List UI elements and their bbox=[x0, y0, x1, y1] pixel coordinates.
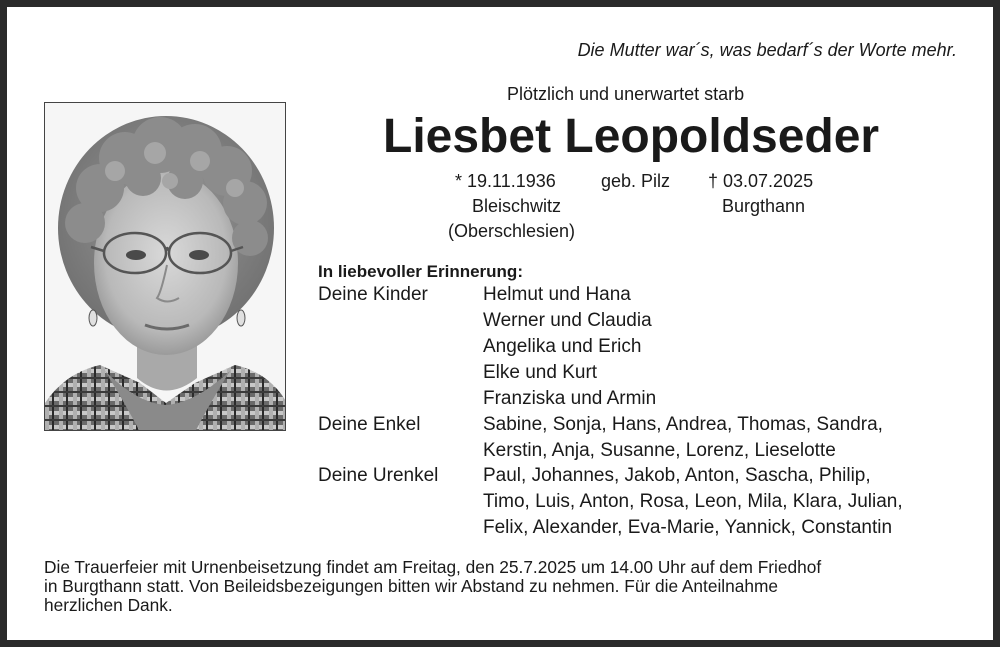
death-date: † 03.07.2025 bbox=[708, 171, 814, 191]
maiden-name: geb. Pilz bbox=[601, 171, 671, 191]
family-line: Franziska und Armin bbox=[483, 388, 657, 409]
portrait-photo bbox=[44, 102, 286, 431]
family-line: Timo, Luis, Anton, Rosa, Leon, Mila, Klara, Julian, bbox=[483, 491, 903, 512]
quote-text: Die Mutter war´s, was bedarf´s der Worte mehr. bbox=[577, 40, 957, 60]
portrait-image bbox=[45, 103, 286, 431]
family-label-children: Deine Kinder bbox=[318, 284, 428, 305]
funeral-notice bbox=[44, 558, 964, 615]
birth-region: (Oberschlesien) bbox=[448, 221, 576, 241]
family-heading: In liebevoller Erinnerung: bbox=[318, 262, 523, 281]
birth-place: Bleischwitz bbox=[472, 196, 562, 216]
intro-text: Plötzlich und unerwartet starb bbox=[507, 84, 745, 104]
family-line: Kerstin, Anja, Susanne, Lorenz, Lieselotte bbox=[483, 440, 836, 461]
death-place: Burgthann bbox=[722, 196, 806, 216]
funeral-notice-line: Die Trauerfeier mit Urnenbeisetzung findet am Freitag, den 25.7.2025 um 14.00 Uhr auf dem Friedhof bbox=[44, 557, 822, 577]
family-line: Elke und Kurt bbox=[483, 362, 598, 383]
birth-date: * 19.11.1936 bbox=[455, 171, 556, 191]
family-line: Werner und Claudia bbox=[483, 310, 652, 331]
family-line: Angelika und Erich bbox=[483, 336, 642, 357]
funeral-notice-line: in Burgthann statt. Von Beileidsbezeigungen bitten wir Abstand zu nehmen. Für die Anteilnahme bbox=[44, 576, 778, 596]
family-label-grandchildren: Deine Enkel bbox=[318, 414, 421, 435]
family-list-children bbox=[483, 282, 656, 412]
deceased-name: Liesbet Leopoldseder bbox=[383, 110, 880, 163]
funeral-notice-line: herzlichen Dank. bbox=[44, 595, 173, 615]
family-list-grandchildren bbox=[483, 412, 883, 464]
family-line: Sabine, Sonja, Hans, Andrea, Thomas, Sandra, bbox=[483, 414, 883, 435]
family-line: Felix, Alexander, Eva-Marie, Yannick, Constantin bbox=[483, 517, 893, 538]
family-label-great-grandchildren: Deine Urenkel bbox=[318, 465, 439, 486]
family-line: Helmut und Hana bbox=[483, 284, 631, 305]
family-list-great-grandchildren bbox=[483, 463, 903, 541]
family-line: Paul, Johannes, Jakob, Anton, Sascha, Philip, bbox=[483, 465, 871, 486]
